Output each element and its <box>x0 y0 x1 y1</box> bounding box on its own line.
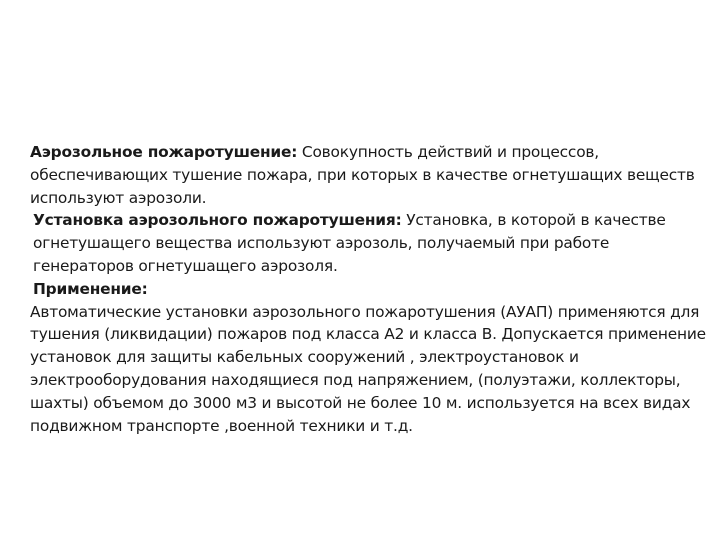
paragraph-aerosol-installation <box>30 209 710 277</box>
paragraph-application-body <box>30 301 710 438</box>
term-aerosol-installation: Установка аэрозольного пожаротушения: <box>33 211 402 230</box>
definition-aerosol-installation: Установка, в которой в качестве огнетушащего вещества используют аэрозоль, получаемый при работе генераторов огнетушащего аэрозоля. <box>33 211 666 275</box>
paragraph-aerosol-fire-extinguishing <box>30 141 710 209</box>
term-application: Применение: <box>33 279 148 298</box>
definition-aerosol-fire-extinguishing: Совокупность действий и процессов, обеспечивающих тушение пожара, при которых в качестве огнетушащих веществ используют аэрозоли. <box>30 143 695 207</box>
term-aerosol-fire-extinguishing: Аэрозольное пожаротушение: <box>30 143 298 161</box>
paragraph-application-heading <box>30 278 710 301</box>
application-body-text: Автоматические установки аэрозольного пожаротушения (АУАП) применяются для тушения (ликвидации) пожаров под класса А2 и класса В. Допускается применение установок для защиты кабельных сооружений , электроустановок и электрооборудования находящиеся под напряжением, (полуэтажи, коллекторы, шахты) объемом до 3000 м3 и высотой не более 10 м. используется на всех видах подвижном транспорте ,военной техники и т.д. <box>30 302 706 435</box>
slide-text-block <box>30 141 710 437</box>
